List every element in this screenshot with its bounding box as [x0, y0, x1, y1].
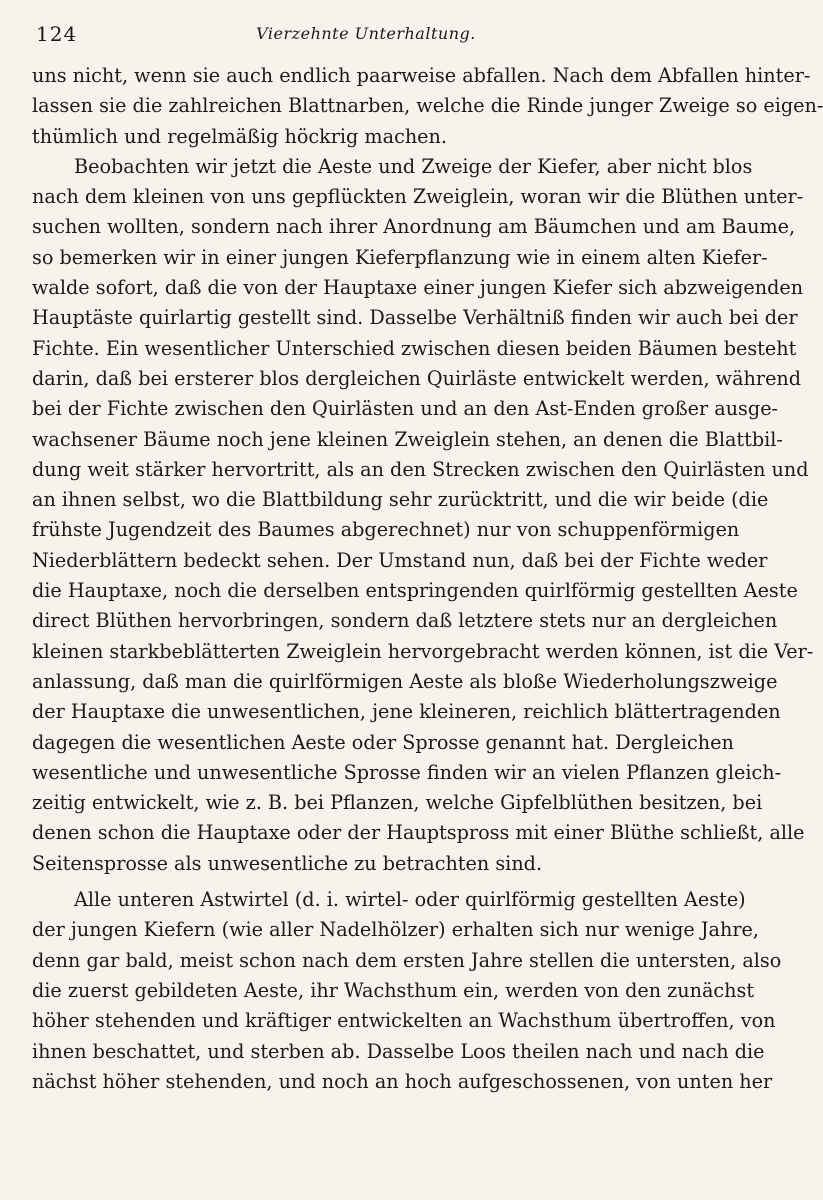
text-line: Beobachten wir jetzt die Aeste und Zweige der Kiefer, aber nicht blos	[74, 154, 753, 178]
text-line: Seitensprosse als unwesentliche zu betrachten sind.	[32, 851, 543, 875]
text-line: an ihnen selbst, wo die Blattbildung sehr zurücktritt, und die wir beide (die	[32, 488, 769, 512]
body-text	[32, 61, 823, 1097]
text-line: bei der Fichte zwischen den Quirlästen und an den Ast-Enden großer ausge-	[32, 397, 779, 421]
text-line: die Hauptaxe, noch die derselben entspringenden quirlförmig gestellten Aeste	[32, 579, 798, 603]
text-line: Alle unteren Astwirtel (d. i. wirtel- oder quirlförmig gestellten Aeste)	[74, 888, 746, 912]
text-line: nach dem kleinen von uns gepflückten Zweiglein, woran wir die Blüthen unter-	[32, 185, 804, 209]
text-line: uns nicht, wenn sie auch endlich paarweise abfallen. Nach dem Abfallen hinter-	[32, 64, 811, 87]
paragraph	[32, 61, 823, 152]
text-line: höher stehenden und kräftiger entwickelten an Wachsthum übertroffen, von	[32, 1009, 776, 1033]
text-line: Fichte. Ein wesentlicher Unterschied zwischen diesen beiden Bäumen besteht	[32, 336, 797, 360]
text-line: darin, daß bei ersterer blos dergleichen Quirläste entwickelt werden, während	[32, 366, 802, 390]
text-line: so bemerken wir in einer jungen Kieferpflanzung wie in einem alten Kiefer-	[32, 245, 768, 269]
text-line: direct Blüthen hervorbringen, sondern daß letztere stets nur an dergleichen	[32, 609, 778, 633]
text-line: thümlich und regelmäßig höckrig machen.	[32, 124, 447, 148]
text-line: dung weit stärker hervortritt, als an den Strecken zwischen den Quirlästen und	[32, 457, 809, 481]
text-line: lassen sie die zahlreichen Blattnarben, welche die Rinde junger Zweige so eigen-	[32, 94, 823, 118]
text-line: walde sofort, daß die von der Hauptaxe einer jungen Kiefer sich abzweigenden	[32, 276, 804, 300]
text-line: frühste Jugendzeit des Baumes abgerechnet) nur von schuppenförmigen	[32, 518, 740, 542]
running-head: Vierzehnte Unterhaltung.	[256, 24, 476, 43]
text-line: denn gar bald, meist schon nach dem ersten Jahre stellen die untersten, also	[32, 948, 782, 972]
text-line: ihnen beschattet, und sterben ab. Dasselbe Loos theilen nach und nach die	[32, 1039, 765, 1063]
text-line: wachsener Bäume noch jene kleinen Zweiglein stehen, an denen die Blattbil-	[32, 427, 783, 451]
text-line: anlassung, daß man die quirlförmigen Aeste als bloße Wiederholungszweige	[32, 669, 778, 693]
page-number: 124	[36, 22, 78, 46]
text-line: der Hauptaxe die unwesentlichen, jene kleineren, reichlich blättertragenden	[32, 700, 781, 724]
text-line: suchen wollten, sondern nach ihrer Anordnung am Bäumchen und am Baume,	[32, 215, 796, 239]
text-line: die zuerst gebildeten Aeste, ihr Wachsthum ein, werden von den zunächst	[32, 978, 755, 1002]
text-line: nächst höher stehenden, und noch an hoch aufgeschossenen, von unten her	[32, 1069, 773, 1093]
text-line: der jungen Kiefern (wie aller Nadelhölzer) erhalten sich nur wenige Jahre,	[32, 918, 759, 942]
text-line: wesentliche und unwesentliche Sprosse finden wir an vielen Pflanzen gleich-	[32, 760, 782, 784]
text-line: Hauptäste quirlartig gestellt sind. Dasselbe Verhältniß finden wir auch bei der	[32, 306, 798, 330]
text-line: Niederblättern bedeckt sehen. Der Umstand nun, daß bei der Fichte weder	[32, 548, 768, 572]
text-line: kleinen starkbeblätterten Zweiglein hervorgebracht werden können, ist die Ver-	[32, 639, 814, 663]
text-line: dagegen die wesentlichen Aeste oder Sprosse genannt hat. Dergleichen	[32, 730, 734, 754]
page-header	[30, 18, 702, 48]
text-line: denen schon die Hauptaxe oder der Hauptspross mit einer Blüthe schließt, alle	[32, 821, 805, 845]
text-line: zeitig entwickelt, wie z. B. bei Pflanzen, welche Gipfelblüthen besitzen, bei	[32, 791, 763, 815]
paragraph	[32, 885, 782, 1097]
paragraph	[32, 152, 814, 879]
